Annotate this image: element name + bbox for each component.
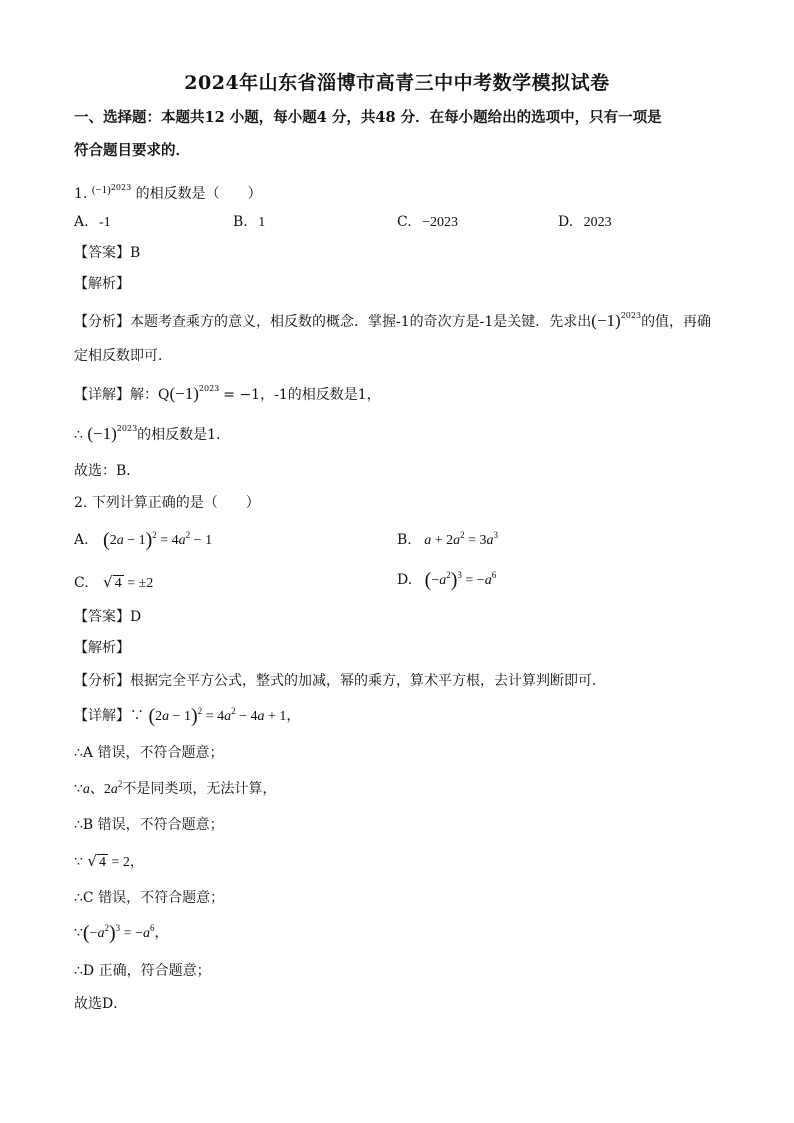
option-label: B. (233, 214, 248, 230)
q1-option-b (233, 212, 265, 233)
section-heading-line2: 符合题目要求的． (74, 142, 190, 159)
question-1-stem (74, 180, 262, 204)
q1-choose: 故选：B． (74, 463, 141, 479)
option-value: 2023 (583, 215, 612, 230)
therefore-symbol: ∴ (74, 427, 83, 443)
q2-option-b (397, 530, 498, 551)
question-number: 2. (74, 495, 88, 511)
q1-fenxi-line2: 定相反数即可． (74, 348, 172, 364)
therefore-text: 的相反数是1． (137, 427, 231, 443)
because-symbol: ∵ (74, 854, 83, 870)
q2-answer: 【答案】D (74, 609, 142, 625)
section-heading-line1: 一、选择题：本题共12 小题，每小题4 分，共48 分．在每小题给出的选项中，只有一项是 (74, 109, 662, 126)
because-symbol: ∵ (74, 781, 83, 797)
option-formula: $a + 2a^2 = 3a^3$ (424, 530, 499, 548)
q2-fenxi: 【分析】根据完全平方公式，整式的加减，幂的乘方，算术平方根，去计算判断即可． (74, 673, 606, 689)
math-base: (−1) (169, 384, 199, 403)
question-number: 1. (74, 186, 88, 202)
q2-because-c (74, 851, 144, 873)
option-label: B. (397, 532, 412, 548)
math-exponent: 2023 (620, 311, 642, 320)
option-value: -1 (99, 215, 111, 230)
option-label: C. (397, 214, 412, 230)
question-text: 下列计算正确的是（ ） (91, 495, 260, 511)
question-text: 的相反数是（ ） (135, 186, 262, 202)
q2-line-a: ∴A 错误，不符合题意； (74, 745, 224, 761)
option-value: 1 (258, 215, 266, 230)
q2-choose: 故选D． (74, 996, 128, 1012)
q2-analysis-tag: 【解析】 (74, 640, 130, 656)
question-2-stem (74, 493, 260, 513)
option-label: A. (74, 214, 89, 230)
because-text: 不是同类项，无法计算， (122, 781, 277, 797)
detail-formula: a、$2a^2$ (82, 779, 123, 797)
detail-text: 【详解】∵ (74, 708, 144, 724)
detail-formula: √ 4 = 2， (87, 852, 144, 870)
option-value: −2023 (422, 215, 459, 230)
math-exponent: 2023 (198, 384, 220, 393)
q2-line-c: ∴C 错误，不符合题意； (74, 890, 225, 906)
q2-option-a (74, 530, 212, 551)
q1-answer: 【答案】B (74, 245, 141, 261)
detail-text: 【详解】解：Q (74, 387, 170, 403)
page-title: 2024年山东省淄博市高青三中中考数学模拟试卷 (184, 72, 610, 94)
option-formula: $(-a^2)^3 = -a^6$ (424, 569, 497, 591)
detail-formula: $(2a - 1)^2 = 4a^2 - 4a + 1$， (148, 705, 301, 727)
option-label: A. (74, 532, 89, 548)
q1-therefore (74, 424, 230, 445)
q2-line-b: ∴B 错误，不符合题意； (74, 817, 224, 833)
q2-detail (74, 706, 300, 727)
q1-option-a (74, 212, 111, 233)
q2-option-d (397, 570, 496, 591)
q1-option-d (558, 212, 612, 233)
q1-fenxi-line1 (74, 311, 711, 332)
because-symbol: ∵ (74, 925, 83, 941)
option-formula: $(2a - 1)^2 = 4a^2 - 1$ (103, 529, 213, 551)
q1-analysis-tag: 【解析】 (74, 276, 130, 292)
option-label: D. (558, 214, 574, 230)
q2-because-b (74, 779, 276, 800)
q1-detail (74, 384, 381, 405)
q2-because-d (74, 923, 168, 944)
option-label: D. (397, 572, 413, 588)
detail-text: = −1，-1的相反数是1， (223, 387, 381, 403)
option-label: C. (74, 575, 89, 591)
math-base: (−1) (87, 424, 117, 443)
math-base: (−1) (591, 311, 621, 330)
math-exponent: 2023 (110, 183, 132, 192)
q2-line-d: ∴D 正确，符合题意； (74, 963, 211, 979)
math-base: (−1) (91, 184, 111, 196)
math-exponent: 2023 (116, 424, 138, 433)
option-formula: √ 4 = ±2 (103, 573, 154, 591)
fenxi-text: 的值，再确 (641, 314, 712, 330)
q2-option-c (74, 572, 153, 594)
fenxi-text: 【分析】本题考查乘方的意义，相反数的概念．掌握-1的奇次方是-1是关键．先求出 (74, 314, 592, 330)
detail-formula: $(-a^2)^3 = -a^6$， (82, 922, 169, 944)
q1-option-c (397, 212, 458, 233)
